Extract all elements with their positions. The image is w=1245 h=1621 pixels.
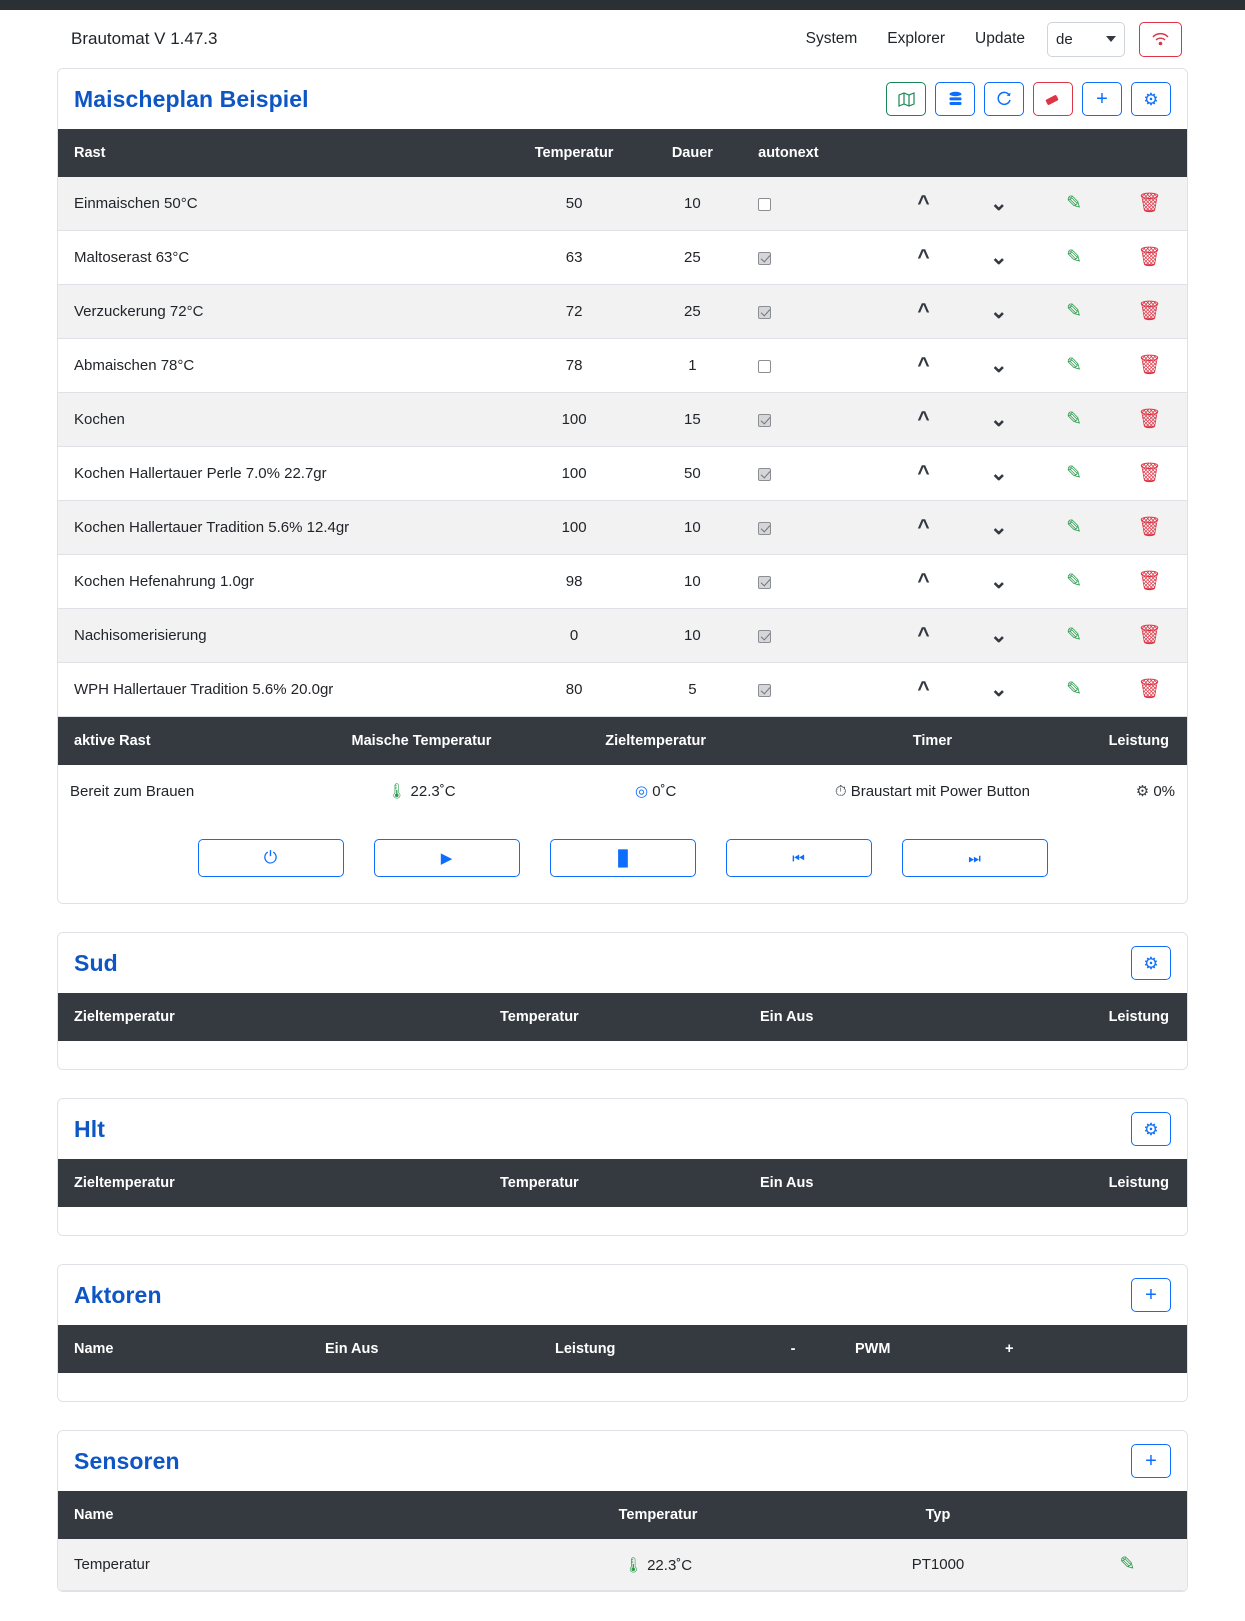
brew-controls: [58, 817, 1187, 903]
col-maische-temperatur: Maische Temperatur: [300, 717, 543, 765]
cell-autonext: [746, 231, 886, 285]
mash-plan-toolbar: [886, 82, 1171, 116]
edit-icon[interactable]: ✎: [1066, 409, 1083, 430]
table-row: [58, 231, 1187, 285]
sud-card: [57, 932, 1188, 1070]
cell-edit: [1036, 285, 1111, 339]
edit-icon[interactable]: ✎: [1066, 625, 1083, 646]
sensoren-table-head: [58, 1491, 1187, 1539]
cell-delete: [1112, 663, 1187, 717]
cell-delete: [1112, 339, 1187, 393]
clock-icon: ⏱: [834, 782, 847, 800]
table-row: [58, 501, 1187, 555]
move-down-icon[interactable]: ⌄: [989, 624, 1008, 647]
autonext-checkbox[interactable]: [758, 198, 771, 211]
database-button[interactable]: [935, 82, 975, 116]
cell-edit: [1036, 177, 1111, 231]
autonext-checkbox[interactable]: [758, 522, 771, 535]
move-up-icon[interactable]: ^: [917, 570, 930, 593]
trash-icon[interactable]: 🗑: [1137, 355, 1162, 376]
autonext-checkbox[interactable]: [758, 468, 771, 481]
cell-dauer: 1: [639, 339, 747, 393]
cell-autonext: [746, 393, 886, 447]
sensor-temp-value: 22.3˚C: [647, 1556, 693, 1574]
move-down-icon[interactable]: ⌄: [989, 462, 1008, 485]
trash-icon[interactable]: 🗑: [1137, 463, 1162, 484]
add-rest-label: +: [1096, 88, 1108, 110]
col-ein-aus: Ein Aus: [313, 1325, 543, 1373]
cell-autonext: [746, 609, 886, 663]
table-row: [58, 447, 1187, 501]
power-icon: ⏻: [263, 848, 278, 867]
cell-rast: Kochen: [58, 393, 510, 447]
power-button[interactable]: [198, 839, 344, 877]
col-leistung: Leistung: [543, 1325, 743, 1373]
gear-icon: ⚙: [1143, 953, 1159, 973]
cell-move-up: [886, 501, 961, 555]
target-temp-cell: [543, 765, 768, 817]
cell-move-up: [886, 555, 961, 609]
cell-delete: [1112, 285, 1187, 339]
cell-autonext: [746, 555, 886, 609]
edit-icon[interactable]: ✎: [1066, 301, 1083, 322]
sud-table-head: [58, 993, 1187, 1041]
table-row: [58, 555, 1187, 609]
table-row: [58, 393, 1187, 447]
next-icon: ⏭: [968, 849, 981, 866]
col-down: [961, 129, 1036, 177]
gear-icon: ⚙: [1143, 89, 1159, 109]
move-down-icon[interactable]: ⌄: [989, 516, 1008, 539]
cell-temperatur: 100: [510, 501, 639, 555]
play-button[interactable]: [374, 839, 520, 877]
col-dauer: Dauer: [639, 129, 747, 177]
trash-icon[interactable]: 🗑: [1137, 625, 1162, 646]
cell-dauer: 10: [639, 177, 747, 231]
cell-temperatur: 98: [510, 555, 639, 609]
target-temp-value: 0˚C: [652, 783, 677, 800]
cell-move-up: [886, 663, 961, 717]
autonext-checkbox[interactable]: [758, 306, 771, 319]
cell-rast: WPH Hallertauer Tradition 5.6% 20.0gr: [58, 663, 510, 717]
top-strip: [0, 0, 1245, 10]
mash-plan-table: [58, 129, 1187, 717]
cell-edit: [1036, 609, 1111, 663]
col-minus: -: [743, 1325, 843, 1373]
move-up-icon[interactable]: ^: [917, 516, 930, 539]
cell-rast: Kochen Hallertauer Perle 7.0% 22.7gr: [58, 447, 510, 501]
mash-temp-value: 22.3˚C: [410, 783, 456, 800]
cell-autonext: [746, 285, 886, 339]
cell-temperatur: 100: [510, 447, 639, 501]
col-typ: Typ: [808, 1491, 1068, 1539]
cell-move-down: [961, 285, 1036, 339]
map-icon: [898, 92, 915, 107]
refresh-icon: [996, 91, 1012, 107]
table-row: [58, 285, 1187, 339]
autonext-checkbox[interactable]: [758, 576, 771, 589]
trash-icon[interactable]: 🗑: [1137, 193, 1162, 214]
trash-icon[interactable]: 🗑: [1137, 409, 1162, 430]
col-aktive-rast: aktive Rast: [58, 717, 300, 765]
cell-move-up: [886, 285, 961, 339]
sensoren-header-row: [58, 1491, 1187, 1539]
app-title: Brautomat V 1.47.3: [71, 29, 218, 48]
col-zieltemperatur: Zieltemperatur: [543, 717, 768, 765]
col-leistung: Leistung: [1018, 1159, 1187, 1207]
aktoren-table-head: [58, 1325, 1187, 1373]
cell-rast: Nachisomerisierung: [58, 609, 510, 663]
cell-dauer: 10: [639, 555, 747, 609]
gear-icon: ⚙: [1143, 1119, 1159, 1139]
cell-temperatur: 72: [510, 285, 639, 339]
cell-rast: Einmaischen 50°C: [58, 177, 510, 231]
plus-icon: +: [1145, 1450, 1157, 1472]
cell-move-down: [961, 609, 1036, 663]
trash-icon[interactable]: 🗑: [1137, 679, 1162, 700]
move-up-icon[interactable]: ^: [917, 462, 930, 485]
cell-autonext: [746, 447, 886, 501]
target-icon: ◎: [634, 783, 649, 800]
cell-temperatur: 78: [510, 339, 639, 393]
col-leistung: Leistung: [1018, 993, 1187, 1041]
power-level-icon: ⚙: [1135, 783, 1150, 800]
power-value: 0%: [1153, 783, 1175, 800]
next-button[interactable]: [902, 839, 1048, 877]
refresh-button[interactable]: [984, 82, 1024, 116]
aktoren-header-row: [58, 1325, 1187, 1373]
pause-icon: ▐▌: [612, 849, 633, 867]
cell-temperatur: 80: [510, 663, 639, 717]
cell-rast: Abmaischen 78°C: [58, 339, 510, 393]
hlt-settings-button[interactable]: [1131, 1112, 1171, 1146]
cell-autonext: [746, 663, 886, 717]
move-down-icon[interactable]: ⌄: [989, 678, 1008, 701]
cell-move-up: [886, 339, 961, 393]
nav-link-update[interactable]: Update: [975, 30, 1025, 47]
sud-title: Sud: [74, 949, 118, 976]
cell-temperatur: 100: [510, 393, 639, 447]
sensoren-table: [58, 1491, 1187, 1591]
eraser-icon: [1045, 92, 1061, 106]
edit-icon[interactable]: ✎: [1066, 193, 1083, 214]
sud-empty-body: [58, 1041, 1187, 1069]
table-row: [58, 177, 1187, 231]
cell-rast: Kochen Hefenahrung 1.0gr: [58, 555, 510, 609]
cell-edit: [1036, 339, 1111, 393]
database-icon: [948, 91, 963, 107]
timer-cell: [768, 765, 1096, 817]
mash-status-table: [58, 717, 1187, 817]
play-icon: ▶: [440, 850, 453, 867]
cell-move-up: [886, 177, 961, 231]
cell-edit: [1036, 393, 1111, 447]
cell-edit: [1036, 663, 1111, 717]
cell-edit: [1036, 447, 1111, 501]
cell-move-down: [961, 447, 1036, 501]
trash-icon[interactable]: 🗑: [1137, 247, 1162, 268]
cell-delete: [1112, 447, 1187, 501]
cell-move-up: [886, 447, 961, 501]
page-container: [0, 10, 1245, 1592]
move-down-icon[interactable]: ⌄: [989, 354, 1008, 377]
col-temperatur: Temperatur: [508, 1491, 808, 1539]
col-leistung: Leistung: [1097, 717, 1187, 765]
previous-button[interactable]: [726, 839, 872, 877]
mash-temp-cell: [300, 765, 543, 817]
cell-sensor-edit: [1068, 1539, 1187, 1591]
move-down-icon[interactable]: ⌄: [989, 408, 1008, 431]
cell-delete: [1112, 393, 1187, 447]
cell-dauer: 15: [639, 393, 747, 447]
hlt-empty-body: [58, 1207, 1187, 1235]
add-rest-button[interactable]: [1082, 82, 1122, 116]
mash-plan-table-body: [58, 177, 1187, 717]
edit-icon[interactable]: ✎: [1119, 1554, 1136, 1575]
hlt-title: Hlt: [74, 1115, 105, 1142]
trash-icon[interactable]: 🗑: [1137, 571, 1162, 592]
cell-move-up: [886, 231, 961, 285]
mash-settings-button[interactable]: [1131, 82, 1171, 116]
cell-dauer: 25: [639, 285, 747, 339]
autonext-checkbox[interactable]: [758, 360, 771, 373]
cell-edit: [1036, 231, 1111, 285]
cell-edit: [1036, 501, 1111, 555]
col-pwm: PWM: [843, 1325, 993, 1373]
autonext-checkbox[interactable]: [758, 414, 771, 427]
sud-header-row: [58, 993, 1187, 1041]
cell-move-down: [961, 177, 1036, 231]
power-cell: [1097, 765, 1187, 817]
pause-button[interactable]: [550, 839, 696, 877]
edit-icon[interactable]: ✎: [1066, 571, 1083, 592]
mash-status-head: [58, 717, 1187, 765]
cell-move-down: [961, 393, 1036, 447]
language-select[interactable]: [1047, 22, 1125, 57]
mash-plan-table-head: [58, 129, 1187, 177]
autonext-checkbox[interactable]: [758, 252, 771, 265]
cell-rast: Verzuckerung 72°C: [58, 285, 510, 339]
edit-icon[interactable]: ✎: [1066, 517, 1083, 538]
aktoren-empty-body: [58, 1373, 1187, 1401]
col-autonext: autonext: [746, 129, 886, 177]
cell-delete: [1112, 609, 1187, 663]
cell-move-down: [961, 339, 1036, 393]
col-edit: [1068, 1491, 1187, 1539]
edit-icon[interactable]: ✎: [1066, 355, 1083, 376]
col-edit: [1036, 129, 1111, 177]
cell-move-down: [961, 231, 1036, 285]
cell-delete: [1112, 555, 1187, 609]
cell-delete: [1112, 231, 1187, 285]
autonext-checkbox[interactable]: [758, 630, 771, 643]
col-rast: Rast: [58, 129, 510, 177]
thermometer-icon: 🌡: [387, 783, 407, 800]
wifi-icon-svg: [1151, 32, 1170, 47]
cell-sensor-name: Temperatur: [58, 1539, 508, 1591]
cell-move-up: [886, 609, 961, 663]
move-down-icon[interactable]: ⌄: [989, 192, 1008, 215]
table-row: [58, 609, 1187, 663]
cell-move-down: [961, 555, 1036, 609]
nav-links: [806, 30, 1025, 48]
col-ein-aus: Ein Aus: [748, 993, 1018, 1041]
cell-edit: [1036, 555, 1111, 609]
cell-rast: Kochen Hallertauer Tradition 5.6% 12.4gr: [58, 501, 510, 555]
cell-temperatur: 63: [510, 231, 639, 285]
hlt-card: [57, 1098, 1188, 1236]
thermometer-icon: 🌡: [623, 1556, 643, 1574]
col-up: [886, 129, 961, 177]
cell-sensor-typ: PT1000: [808, 1539, 1068, 1591]
nav-link-system[interactable]: System: [805, 30, 858, 47]
col-timer: Timer: [768, 717, 1096, 765]
cell-move-down: [961, 501, 1036, 555]
nav-link-explorer[interactable]: Explorer: [887, 30, 946, 47]
col-name: Name: [58, 1325, 313, 1373]
chevron-down-icon: [1106, 36, 1116, 42]
cell-dauer: 50: [639, 447, 747, 501]
mash-status-header-row: [58, 717, 1187, 765]
wifi-icon[interactable]: [1139, 22, 1182, 57]
add-sensor-button[interactable]: [1131, 1444, 1171, 1478]
table-row: [58, 339, 1187, 393]
cell-rast: Maltoserast 63°C: [58, 231, 510, 285]
sensoren-card: [57, 1430, 1188, 1592]
cell-autonext: [746, 177, 886, 231]
mash-plan-card: [57, 68, 1188, 904]
hlt-table: [58, 1159, 1187, 1207]
hlt-header: [58, 1099, 1187, 1159]
move-down-icon[interactable]: ⌄: [989, 300, 1008, 323]
col-zieltemperatur: Zieltemperatur: [58, 1159, 488, 1207]
sensoren-table-body: [58, 1539, 1187, 1591]
cell-dauer: 10: [639, 609, 747, 663]
hlt-header-row: [58, 1159, 1187, 1207]
aktoren-card: [57, 1264, 1188, 1402]
navbar: [57, 10, 1188, 68]
cell-move-down: [961, 663, 1036, 717]
col-delete: [1112, 129, 1187, 177]
aktoren-header: [58, 1265, 1187, 1325]
eraser-button[interactable]: [1033, 82, 1073, 116]
move-up-icon[interactable]: ^: [917, 624, 930, 647]
col-temperatur: Temperatur: [488, 993, 748, 1041]
active-rest-value: Bereit zum Brauen: [58, 765, 300, 817]
sud-settings-button[interactable]: [1131, 946, 1171, 980]
map-button[interactable]: [886, 82, 926, 116]
move-up-icon[interactable]: ^: [917, 192, 930, 215]
mash-status-body: [58, 765, 1187, 817]
mash-plan-header: [58, 69, 1187, 129]
mash-plan-header-row: [58, 129, 1187, 177]
autonext-checkbox[interactable]: [758, 684, 771, 697]
table-row: [58, 663, 1187, 717]
edit-icon[interactable]: ✎: [1066, 247, 1083, 268]
move-up-icon[interactable]: ^: [917, 246, 930, 269]
trash-icon[interactable]: 🗑: [1137, 517, 1162, 538]
sensoren-header: [58, 1431, 1187, 1491]
edit-icon[interactable]: ✎: [1066, 679, 1083, 700]
cell-autonext: [746, 501, 886, 555]
move-up-icon[interactable]: ^: [917, 678, 930, 701]
cell-dauer: 10: [639, 501, 747, 555]
sensoren-title: Sensoren: [74, 1447, 180, 1474]
mash-status-row: [58, 765, 1187, 817]
cell-temperatur: 50: [510, 177, 639, 231]
timer-value: Braustart mit Power Button: [850, 782, 1030, 800]
col-name: Name: [58, 1491, 508, 1539]
cell-delete: [1112, 501, 1187, 555]
col-temperatur: Temperatur: [510, 129, 639, 177]
previous-icon: ⏮: [792, 849, 805, 866]
move-up-icon[interactable]: ^: [917, 354, 930, 377]
move-up-icon[interactable]: ^: [917, 408, 930, 431]
table-row: [58, 1539, 1187, 1591]
hlt-table-head: [58, 1159, 1187, 1207]
move-up-icon[interactable]: ^: [917, 300, 930, 323]
add-aktor-button[interactable]: [1131, 1278, 1171, 1312]
cell-dauer: 5: [639, 663, 747, 717]
cell-move-up: [886, 393, 961, 447]
sud-table: [58, 993, 1187, 1041]
move-down-icon[interactable]: ⌄: [989, 570, 1008, 593]
trash-icon[interactable]: 🗑: [1137, 301, 1162, 322]
cell-delete: [1112, 177, 1187, 231]
col-ein-aus: Ein Aus: [748, 1159, 1018, 1207]
edit-icon[interactable]: ✎: [1066, 463, 1083, 484]
aktoren-table: [58, 1325, 1187, 1373]
col-temperatur: Temperatur: [488, 1159, 748, 1207]
cell-autonext: [746, 339, 886, 393]
plus-icon: +: [1145, 1284, 1157, 1306]
mash-plan-title: Maischeplan Beispiel: [74, 85, 309, 112]
col-zieltemperatur: Zieltemperatur: [58, 993, 488, 1041]
cell-sensor-temperatur: [508, 1539, 808, 1591]
col-plus: +: [993, 1325, 1187, 1373]
move-down-icon[interactable]: ⌄: [989, 246, 1008, 269]
cell-dauer: 25: [639, 231, 747, 285]
aktoren-title: Aktoren: [74, 1281, 162, 1308]
language-value: de: [1056, 30, 1073, 48]
sud-header: [58, 933, 1187, 993]
cell-temperatur: 0: [510, 609, 639, 663]
